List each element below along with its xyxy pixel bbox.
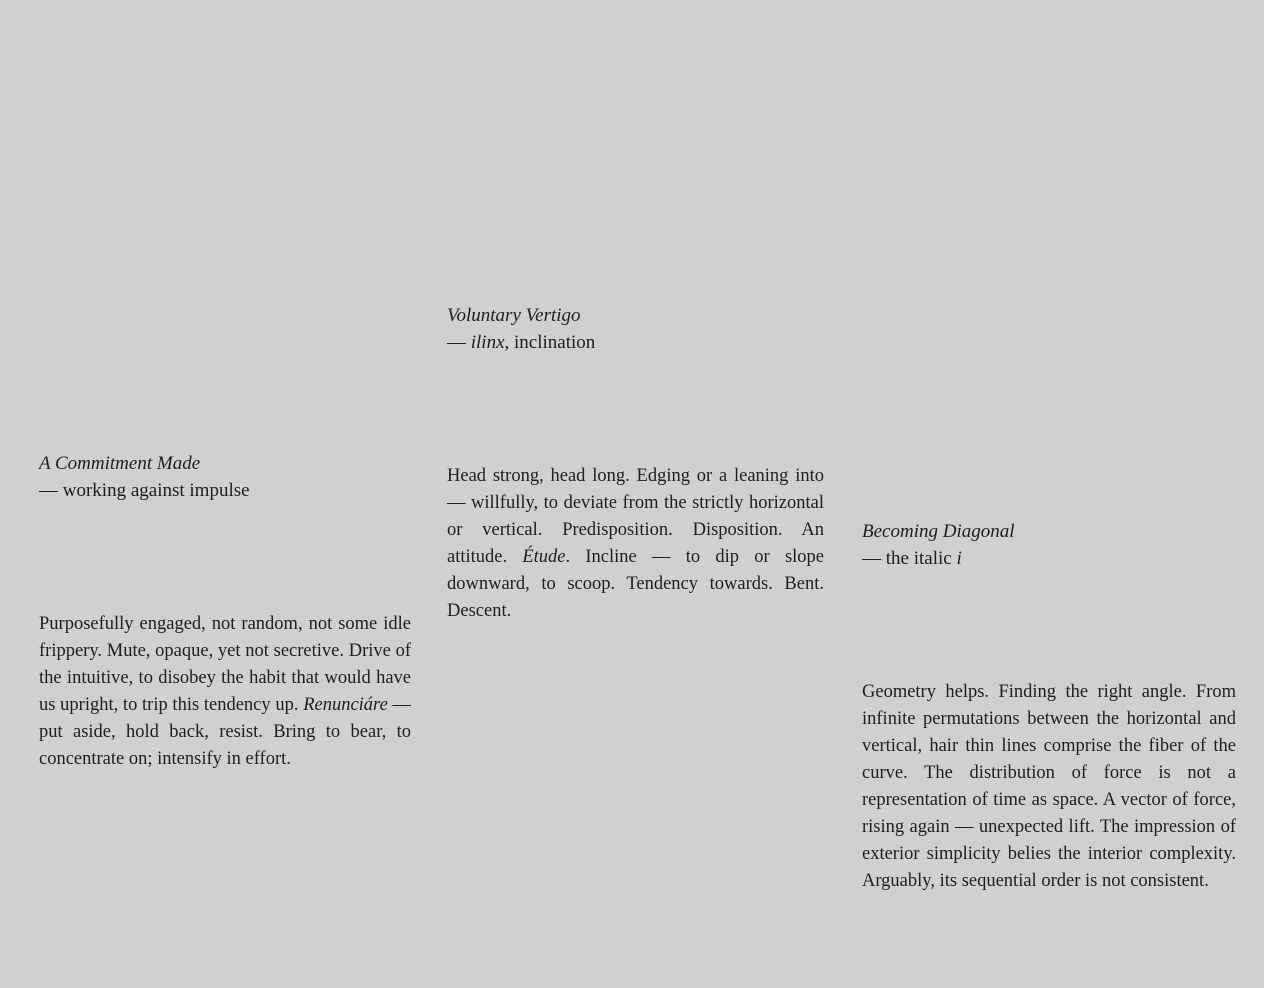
section-title-voluntary-vertigo: Voluntary Vertigo: [447, 305, 581, 326]
section-body-becoming-diagonal: Geometry helps. Finding the right angle. From infinite permutations between the horizontal and vertical, hair thin lines comprise the fiber of the curve. The distribution of force is not a representation of time as space. A vector of force, rising again — unexpected lift. The impression of exterior simplicity belies the interior complexity. Arguably, its sequential order is not consistent.: [862, 682, 1236, 891]
section-body-commitment-made: Purposefully engaged, not random, not some idle frippery. Mute, opaque, yet not secretive. Drive of the intuitive, to disobey the habit that would have us upright, to trip this tendency up. Renunciáre — put aside, hold back, resist. Bring to bear, to concentrate on; intensify in effort.: [39, 614, 411, 769]
section-commitment-made: [39, 450, 411, 773]
section-title-becoming-diagonal: Becoming Diagonal: [862, 521, 1015, 542]
section-voluntary-vertigo: [447, 302, 824, 625]
section-subtitle-voluntary-vertigo: — ilinx, inclination: [447, 332, 596, 353]
section-body-voluntary-vertigo: Head strong, head long. Edging or a leaning into — willfully, to deviate from the strictly horizontal or vertical. Predisposition. Disposition. An attitude. Étude. Incline — to dip or slope downward, to scoop. Tendency towards. Bent. Descent.: [447, 466, 824, 621]
section-becoming-diagonal: [862, 518, 1236, 895]
section-subtitle-becoming-diagonal: — the italic i: [862, 548, 962, 569]
section-title-commitment-made: A Commitment Made: [39, 453, 201, 474]
section-subtitle-commitment-made: — working against impulse: [39, 480, 250, 501]
